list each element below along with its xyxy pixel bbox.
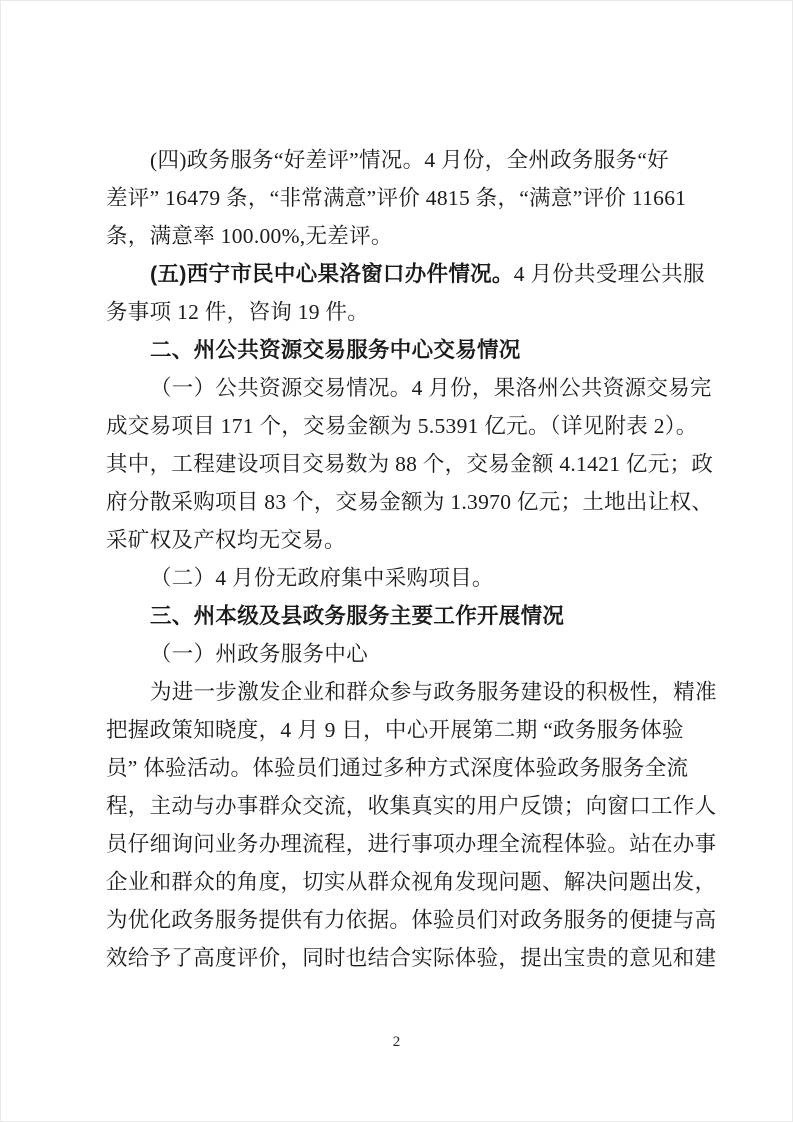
paragraph bbox=[106, 141, 706, 255]
text-line bbox=[106, 407, 706, 445]
text-run: （二）4 月份无政府集中采购项目。 bbox=[150, 566, 494, 590]
text-run: 企业和群众的角度，切实从群众视角发现问题、解决问题出发， bbox=[106, 870, 717, 894]
section-heading bbox=[106, 597, 706, 635]
text-run: 把握政策知晓度，4 月 9 日，中心开展第二期 “政务服务体验 bbox=[106, 718, 684, 742]
text-line bbox=[106, 255, 706, 293]
section-heading bbox=[106, 331, 706, 369]
text-line bbox=[106, 749, 706, 787]
text-line bbox=[106, 597, 706, 635]
text-run: 务事项 12 件，咨询 19 件。 bbox=[106, 300, 370, 324]
text-line bbox=[106, 483, 714, 521]
text-line bbox=[106, 901, 717, 939]
text-run: 采矿权及产权均无交易。 bbox=[106, 528, 346, 552]
text-run: 效给予了高度评价，同时也结合实际体验，提出宝贵的意见和建 bbox=[106, 946, 717, 970]
text-line bbox=[106, 445, 714, 483]
paragraph bbox=[106, 635, 706, 673]
text-run: 差评” 16479 条，“非常满意”评价 4815 条，“满意”评价 11661 bbox=[106, 186, 687, 210]
text-line bbox=[106, 787, 717, 825]
text-line bbox=[106, 521, 706, 559]
text-line bbox=[106, 331, 706, 369]
paragraph bbox=[106, 369, 714, 559]
text-run: 三、州本级及县政务服务主要工作开展情况 bbox=[150, 604, 565, 628]
text-run: （一）州政务服务中心 bbox=[150, 642, 369, 666]
text-line bbox=[106, 559, 706, 597]
page-number: 2 bbox=[392, 1034, 401, 1050]
text-run: 程，主动与办事群众交流，收集真实的用户反馈；向窗口工作人 bbox=[106, 794, 717, 818]
text-line bbox=[106, 825, 717, 863]
text-run: 府分散采购项目 83 个，交易金额为 1.3970 亿元；土地出让权、 bbox=[106, 490, 714, 514]
text-line bbox=[106, 939, 717, 977]
paragraph bbox=[106, 255, 706, 331]
text-run: 员仔细询问业务办理流程，进行事项办理全流程体验。站在办事 bbox=[106, 832, 717, 856]
text-run: 条，满意率 100.00%,无差评。 bbox=[106, 224, 393, 248]
text-run: 为优化政务服务提供有力依据。体验员们对政务服务的便捷与高 bbox=[106, 908, 717, 932]
text-run: 为进一步激发企业和群众参与政务服务建设的积极性，精准 bbox=[150, 680, 717, 704]
text-line bbox=[106, 179, 706, 217]
text-line bbox=[106, 711, 706, 749]
text-run: 成交易项目 171 个，交易金额为 5.5391 亿元。（详见附表 2）。 bbox=[106, 414, 698, 438]
document-body bbox=[106, 141, 717, 977]
text-line bbox=[106, 217, 706, 255]
text-line bbox=[106, 293, 706, 331]
text-line bbox=[106, 863, 717, 901]
text-run: 员” 体验活动。体验员们通过多种方式深度体验政务服务全流 bbox=[106, 756, 689, 780]
text-run: 其中，工程建设项目交易数为 88 个，交易金额 4.1421 亿元；政 bbox=[106, 452, 714, 476]
text-run: (四)政务服务“好差评”情况。4 月份，全州政务服务“好 bbox=[150, 148, 669, 172]
text-line bbox=[106, 141, 706, 179]
paragraph bbox=[106, 559, 706, 597]
text-line bbox=[106, 635, 706, 673]
text-line bbox=[106, 673, 717, 711]
text-run: （一）公共资源交易情况。4 月份，果洛州公共资源交易完 bbox=[150, 376, 712, 400]
paragraph bbox=[106, 673, 717, 977]
text-line bbox=[106, 369, 712, 407]
text-run: (五)西宁市民中心果洛窗口办件情况。 bbox=[150, 262, 514, 286]
text-run: 4 月份共受理公共服 bbox=[513, 262, 705, 286]
text-run: 二、州公共资源交易服务中心交易情况 bbox=[150, 338, 521, 362]
